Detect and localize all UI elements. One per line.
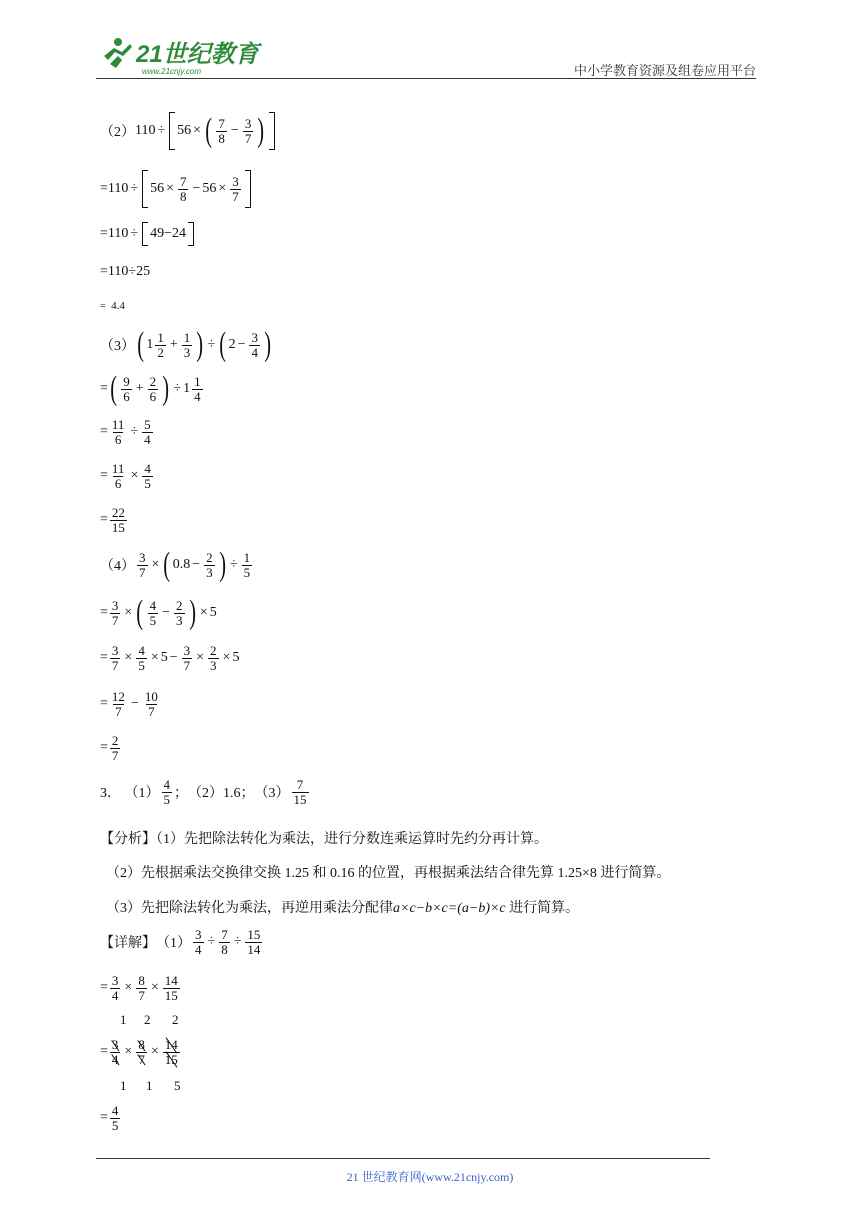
q4-line4: = $\frac{12}{7}$ − $\frac{10}{7}$: [100, 689, 158, 719]
q3-line1: （3） ( 1 1 2 + $\frac{1}{3}$ ) ÷ ( 2 − $\frac{3}{4}$ ): [100, 326, 272, 363]
footer-divider: [96, 1158, 710, 1159]
q2-line2: = 110 ÷ 56 × $\frac{7}{8}$ − 56 × $\frac{3}{7}$: [100, 170, 253, 208]
detail-line1: 【详解】 （1） $\frac{3}{4}$ ÷ $\frac{7}{8}$ ÷ $\frac{15}{14}$: [100, 927, 261, 957]
answer-3: 3． （1） 4 5 ； （2）1.6； （3） 7 15: [100, 777, 307, 807]
detail-line2: = $\frac{3}{4}$ × $\frac{8}{7}$ × $\frac{14}{15}$: [100, 973, 178, 1003]
q4-line1: （4） $\frac{3}{7}$ × ( 0.8 − $\frac{2}{3}$ ) ÷ $\frac{1}{5}$: [100, 546, 251, 583]
q3-line4: = $\frac{11}{6}$ × $\frac{4}{5}$: [100, 461, 151, 491]
q4-line3: = $\frac{3}{7}$ × $\frac{4}{5}$ × 5 − $\frac{3}{7}$ × $\frac{2}{3}$ × 5: [100, 643, 240, 673]
detail-line3: = $\frac{3}{4}$ × $\frac{8}{7}$ × $\frac{14}{15}$: [100, 1037, 178, 1067]
header-platform-text: 中小学教育资源及组卷应用平台: [573, 63, 756, 78]
q3-result: = $\frac{22}{15}$: [100, 505, 125, 535]
q3-line2: = ( 9 6 + $\frac{2}{6}$ ) ÷ 1 1 4: [100, 370, 201, 407]
analysis-line1: 【分析】（1）先把除法转化为乘法，进行分数连乘运算时先约分再计算。: [100, 832, 548, 847]
q2-result: = 4.4: [100, 300, 125, 312]
logo-text: 21世纪教育: [136, 41, 259, 68]
q4-result: = $\frac{2}{7}$: [100, 733, 119, 763]
q3-line3: = $\frac{11}{6}$ ÷ $\frac{5}{4}$: [100, 417, 151, 447]
logo-url: www.21cnjy.com: [142, 67, 201, 76]
q4-line2: = $\frac{3}{7}$ × ( 4 5 − $\frac{2}{3}$ ) × 5: [100, 594, 217, 631]
header-divider: [96, 78, 756, 79]
site-logo: [96, 34, 266, 78]
detail-result: = $\frac{4}{5}$: [100, 1103, 119, 1133]
analysis-line2: （2）先根据乘法交换律交换 1.25 和 0.16 的位置，再根据乘法结合律先算 1.25×8 进行简算。: [106, 866, 671, 881]
footer-link[interactable]: 21 世纪教育网(www.21cnjy.com): [346, 1170, 514, 1184]
q2-line4: = 110÷25: [100, 264, 151, 279]
q2-line1: （2） 110 ÷ 56 × ( 7 8 − $\frac{3}{7}$ ): [100, 112, 277, 150]
analysis-line3: （3）先把除法转化为乘法，再逆用乘法分配律a×c−b×c=(a−b)×c 进行简算。: [106, 901, 580, 916]
q2-line3: = 110 ÷ 49−24: [100, 222, 196, 246]
